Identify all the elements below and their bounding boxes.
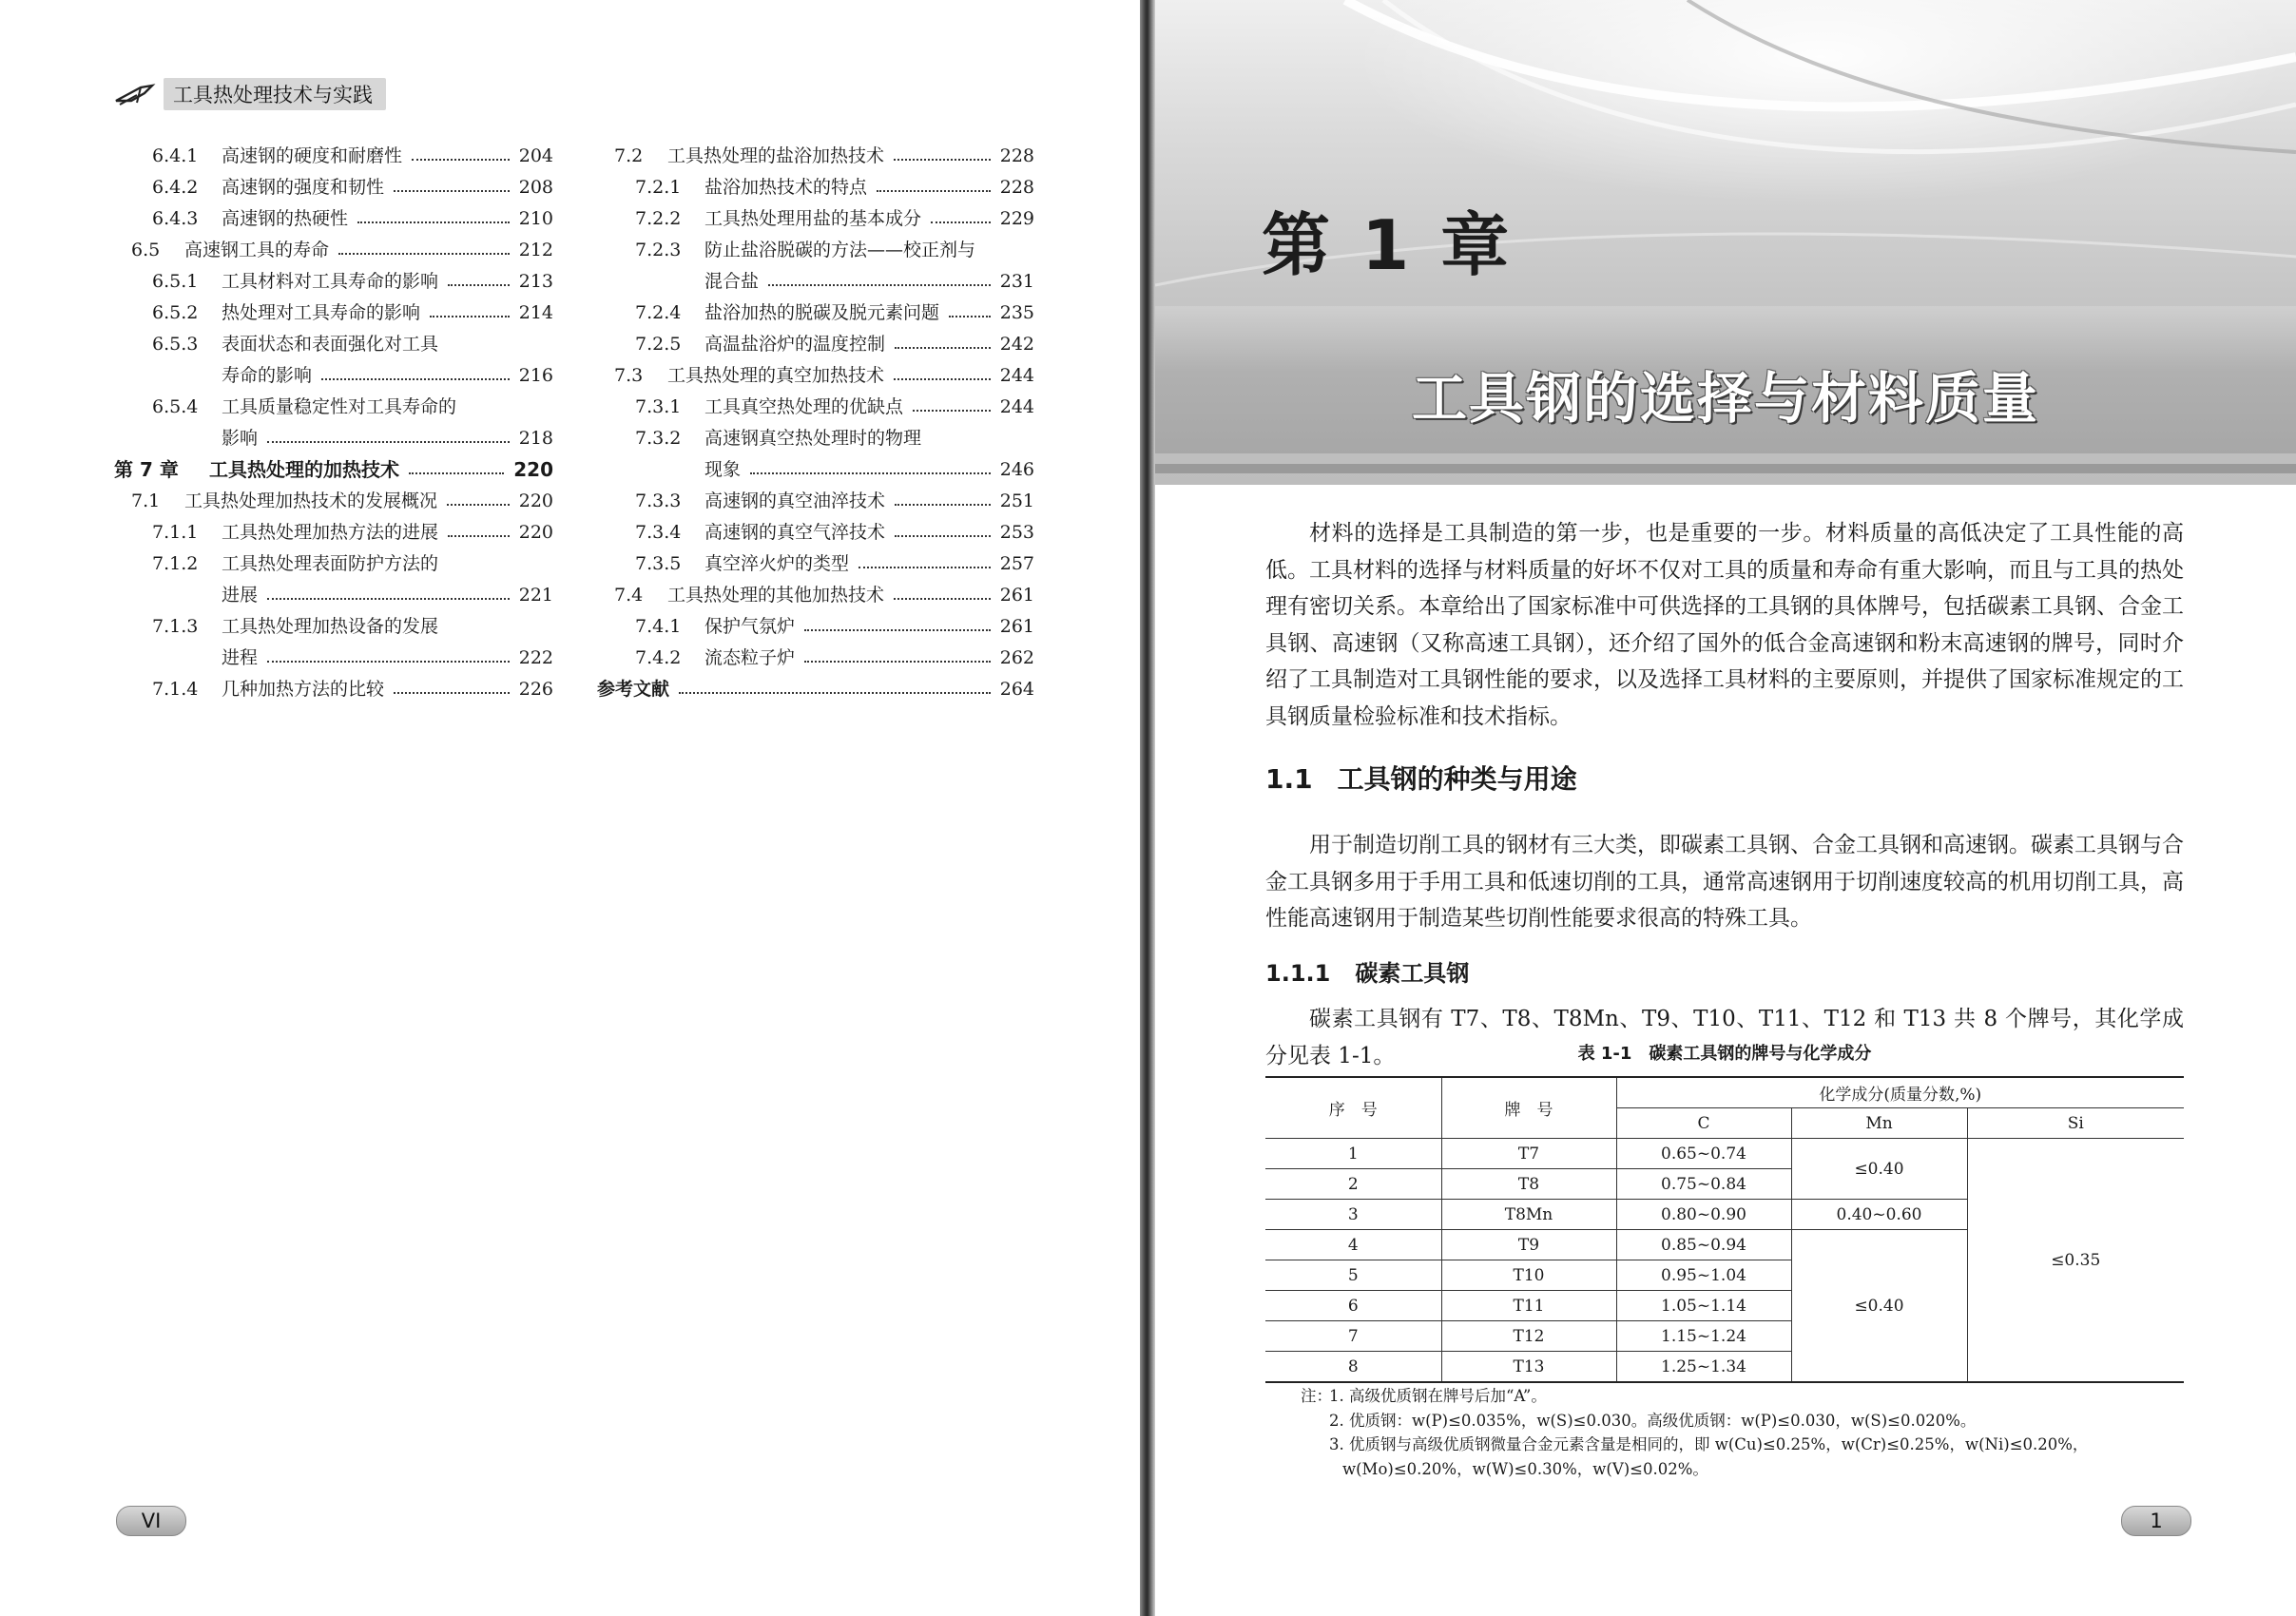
toc-title: 高速钢的真空油淬技术 bbox=[704, 491, 886, 511]
toc-entry bbox=[597, 329, 1034, 360]
toc-number: 7.3.2 bbox=[635, 428, 682, 449]
toc-title: 盐浴加热技术的特点 bbox=[704, 177, 868, 198]
toc-page-number: 251 bbox=[999, 491, 1034, 511]
toc-title: 工具材料对工具寿命的影响 bbox=[222, 271, 439, 292]
cell-c: 0.65~0.74 bbox=[1616, 1139, 1791, 1169]
toc-title-continued: 进展 bbox=[222, 585, 259, 606]
toc-leader bbox=[357, 203, 510, 223]
cell-no: 8 bbox=[1265, 1352, 1441, 1383]
right-page bbox=[1155, 0, 2296, 1616]
page-number-right: 1 bbox=[2121, 1506, 2191, 1536]
toc-entry bbox=[114, 203, 553, 235]
toc-title: 表面状态和表面强化对工具 bbox=[222, 334, 439, 355]
toc-entry bbox=[597, 486, 1034, 517]
subsection-title: 碳素工具钢 bbox=[1355, 960, 1470, 987]
toc-page-number: 246 bbox=[999, 459, 1034, 480]
cell-grade: T9 bbox=[1441, 1230, 1616, 1260]
toc-entry bbox=[597, 423, 1034, 486]
table-row bbox=[1265, 1139, 2184, 1169]
toc-leader bbox=[409, 454, 504, 474]
toc-number: 6.5 bbox=[131, 240, 161, 260]
toc-number: 6.5.1 bbox=[152, 271, 199, 292]
toc-title: 高速钢真空热处理时的物理 bbox=[704, 428, 922, 449]
toc-title-continued: 影响 bbox=[222, 428, 259, 449]
toc-title: 参考文献 bbox=[597, 679, 670, 700]
toc-leader bbox=[430, 298, 510, 317]
toc-page-number: 257 bbox=[999, 553, 1034, 574]
composition-table bbox=[1265, 1076, 2184, 1383]
toc-title: 工具质量稳定性对工具寿命的 bbox=[222, 396, 457, 417]
toc-number: 7.2.3 bbox=[635, 240, 682, 260]
toc-number: 7.3.4 bbox=[635, 522, 682, 543]
toc-title: 高速钢工具的寿命 bbox=[184, 240, 330, 260]
toc-leader bbox=[804, 643, 991, 663]
toc-title: 工具热处理的真空加热技术 bbox=[667, 365, 885, 386]
cell-si-all: ≤0.35 bbox=[1967, 1139, 2184, 1383]
toc-leader bbox=[768, 266, 991, 286]
book-spine bbox=[1140, 0, 1155, 1616]
cell-no: 4 bbox=[1265, 1230, 1441, 1260]
banner-rule bbox=[1155, 464, 2296, 473]
cell-c: 0.95~1.04 bbox=[1616, 1260, 1791, 1291]
toc-leader bbox=[894, 141, 991, 161]
toc-entry bbox=[114, 235, 553, 266]
header-composition: 化学成分(质量分数,%) bbox=[1616, 1077, 2184, 1108]
toc-title: 工具热处理的加热技术 bbox=[209, 458, 399, 481]
toc-page-number: 218 bbox=[518, 428, 553, 449]
toc-number: 6.5.4 bbox=[152, 396, 199, 417]
toc-title: 高温盐浴炉的温度控制 bbox=[704, 334, 886, 355]
section-number: 1.1 bbox=[1265, 763, 1313, 795]
toc-number: 7.2.2 bbox=[635, 208, 682, 229]
toc-title: 工具热处理表面防护方法的 bbox=[222, 553, 439, 574]
toc-entry bbox=[114, 392, 553, 454]
toc-page-number: 210 bbox=[518, 208, 553, 229]
toc-entry bbox=[597, 643, 1034, 674]
toc-entry bbox=[114, 141, 553, 172]
toc-entry bbox=[114, 172, 553, 203]
toc-title-continued: 混合盐 bbox=[704, 271, 760, 292]
toc-page-number: 220 bbox=[518, 522, 553, 543]
toc-entry bbox=[597, 203, 1034, 235]
toc-entry bbox=[114, 329, 553, 392]
toc-entry bbox=[597, 517, 1034, 548]
cell-grade: T12 bbox=[1441, 1321, 1616, 1352]
toc-page-number: 261 bbox=[999, 616, 1034, 637]
toc-number: 7.2 bbox=[614, 145, 644, 166]
toc-title: 工具热处理加热技术的发展概况 bbox=[184, 491, 438, 511]
cell-c: 0.75~0.84 bbox=[1616, 1169, 1791, 1200]
cell-grade: T11 bbox=[1441, 1291, 1616, 1321]
cell-c: 0.85~0.94 bbox=[1616, 1230, 1791, 1260]
page-number-left: VI bbox=[116, 1506, 186, 1536]
toc-title: 盐浴加热的脱碳及脱元素问题 bbox=[704, 302, 940, 323]
toc-page-number: 216 bbox=[518, 365, 553, 386]
toc-page-number: 228 bbox=[999, 145, 1034, 166]
toc-leader bbox=[894, 360, 991, 380]
cell-grade: T7 bbox=[1441, 1139, 1616, 1169]
table-caption: 表 1-1 碳素工具钢的牌号与化学成分 bbox=[1577, 1044, 1872, 1064]
toc-title: 保护气氛炉 bbox=[704, 616, 796, 637]
toc-title: 工具热处理加热设备的发展 bbox=[222, 616, 439, 637]
toc-column-1 bbox=[114, 141, 553, 705]
cell-c: 1.05~1.14 bbox=[1616, 1291, 1791, 1321]
toc-chapter-entry bbox=[114, 454, 553, 486]
cell-grade: T10 bbox=[1441, 1260, 1616, 1291]
section-heading bbox=[1265, 759, 1577, 797]
toc-leader bbox=[448, 517, 510, 537]
toc-entry bbox=[114, 298, 553, 329]
toc-page-number: 204 bbox=[518, 145, 553, 166]
section-title: 工具钢的种类与用途 bbox=[1337, 763, 1577, 795]
toc-number: 7.1.3 bbox=[152, 616, 199, 637]
toc-leader bbox=[447, 486, 510, 506]
note-text: 1. 高级优质钢在牌号后加“A”。 bbox=[1329, 1387, 1547, 1405]
toc-number: 7.3 bbox=[614, 365, 644, 386]
toc-number: 7.2.5 bbox=[635, 334, 682, 355]
cell-c: 0.80~0.90 bbox=[1616, 1200, 1791, 1230]
toc-leader bbox=[859, 548, 991, 568]
running-header-title: 工具热处理技术与实践 bbox=[164, 78, 386, 110]
header-no: 序 号 bbox=[1265, 1077, 1441, 1139]
toc-number: 7.4.2 bbox=[635, 647, 682, 668]
toc-page-number: 261 bbox=[999, 585, 1034, 606]
toc-page-number: 226 bbox=[518, 679, 553, 700]
note-text: w(Mo)≤0.20%，w(W)≤0.30%，w(V)≤0.02%。 bbox=[1342, 1459, 1708, 1478]
toc-leader bbox=[394, 674, 510, 694]
toc-page-number: 212 bbox=[518, 240, 553, 260]
toc-number: 7.1 bbox=[131, 491, 161, 511]
notes-label: 注： bbox=[1301, 1387, 1332, 1405]
note-line bbox=[1301, 1409, 2213, 1433]
header-grade: 牌 号 bbox=[1441, 1077, 1616, 1139]
note-line bbox=[1301, 1384, 2213, 1409]
toc-number: 第 7 章 bbox=[114, 458, 179, 481]
toc-page-number: 214 bbox=[518, 302, 553, 323]
cell-no: 7 bbox=[1265, 1321, 1441, 1352]
toc-number: 7.3.3 bbox=[635, 491, 682, 511]
toc-entry bbox=[597, 392, 1034, 423]
toc-entry bbox=[597, 611, 1034, 643]
note-text: 3. 优质钢与高级优质钢微量合金元素含量是相同的，即 w(Cu)≤0.25%，w(Cr)≤0.25%，w(Ni)≤0.20%， bbox=[1329, 1435, 2089, 1453]
toc-leader bbox=[877, 172, 991, 192]
note-text: 2. 优质钢：w(P)≤0.035%，w(S)≤0.030。高级优质钢：w(P)≤0.030，w(S)≤0.020%。 bbox=[1329, 1411, 1977, 1430]
chapter-title: 工具钢的选择与材料质量 bbox=[1411, 366, 2039, 431]
toc-page-number: 208 bbox=[518, 177, 553, 198]
toc-number: 7.4.1 bbox=[635, 616, 682, 637]
toc-number: 7.1.1 bbox=[152, 522, 199, 543]
toc-title: 高速钢的热硬性 bbox=[222, 208, 349, 229]
toc-entry bbox=[597, 360, 1034, 392]
toc-leader bbox=[394, 172, 510, 192]
toc-title: 高速钢的强度和韧性 bbox=[222, 177, 385, 198]
toc-entry bbox=[114, 517, 553, 548]
subsection-number: 1.1.1 bbox=[1265, 960, 1331, 987]
toc-title-continued: 现象 bbox=[704, 459, 742, 480]
toc-title: 工具热处理的其他加热技术 bbox=[667, 585, 885, 606]
subsection-paragraph: 碳素工具钢有 T7、T8、T8Mn、T9、T10、T11、T12 和 T13 共 8 个牌号，其化学成分见表 1-1。 bbox=[1265, 1007, 2184, 1068]
toc-title: 真空淬火炉的类型 bbox=[704, 553, 850, 574]
subsection-heading bbox=[1265, 954, 1469, 988]
toc-page-number: 220 bbox=[518, 491, 553, 511]
cell-grade: T8 bbox=[1441, 1169, 1616, 1200]
toc-title-continued: 寿命的影响 bbox=[222, 365, 313, 386]
cell-c: 1.25~1.34 bbox=[1616, 1352, 1791, 1383]
toc-number: 6.4.2 bbox=[152, 177, 199, 198]
toc-title: 流态粒子炉 bbox=[704, 647, 796, 668]
toc-number: 6.5.2 bbox=[152, 302, 199, 323]
section-paragraph: 用于制造切削工具的钢材有三大类，即碳素工具钢、合金工具钢和高速钢。碳素工具钢与合金工具钢多用于手用工具和低速切削的工具，通常高速钢用于切削速度较高的机用切削工具，高性能高速钢用于制造某些切削性能要求很高的特殊工具。 bbox=[1265, 833, 2184, 931]
toc-leader bbox=[895, 329, 991, 349]
toc-page-number: 235 bbox=[999, 302, 1034, 323]
toc-page-number: 244 bbox=[999, 396, 1034, 417]
toc-page-number: 221 bbox=[518, 585, 553, 606]
toc-page-number: 242 bbox=[999, 334, 1034, 355]
chapter-number: 第 1 章 bbox=[1262, 205, 1514, 285]
header-si: Si bbox=[1967, 1108, 2184, 1139]
toc-leader bbox=[267, 423, 510, 443]
toc-page-number: 220 bbox=[513, 458, 553, 481]
toc-leader bbox=[679, 674, 991, 694]
toc-leader bbox=[321, 360, 510, 380]
toc-number: 7.4 bbox=[614, 585, 644, 606]
toc-page-number: 231 bbox=[999, 271, 1034, 292]
cell-grade: T8Mn bbox=[1441, 1200, 1616, 1230]
toc-leader bbox=[913, 392, 991, 412]
toc-title: 工具热处理用盐的基本成分 bbox=[704, 208, 922, 229]
cell-mn-t8mn: 0.40~0.60 bbox=[1791, 1200, 1967, 1230]
chapter-banner bbox=[1155, 0, 2296, 485]
toc-entry bbox=[597, 674, 1034, 705]
cell-no: 6 bbox=[1265, 1291, 1441, 1321]
cell-no: 3 bbox=[1265, 1200, 1441, 1230]
cell-c: 1.15~1.24 bbox=[1616, 1321, 1791, 1352]
toc-page-number: 213 bbox=[518, 271, 553, 292]
toc-title: 高速钢的真空气淬技术 bbox=[704, 522, 886, 543]
toc-entry bbox=[597, 172, 1034, 203]
toc-entry bbox=[597, 580, 1034, 611]
toc-entry bbox=[114, 611, 553, 674]
toc-entry bbox=[597, 298, 1034, 329]
toc-leader bbox=[448, 266, 510, 286]
toc-number: 6.5.3 bbox=[152, 334, 199, 355]
toc-leader bbox=[750, 454, 991, 474]
toc-leader bbox=[267, 580, 510, 600]
toc-leader bbox=[931, 203, 991, 223]
book-logo-icon bbox=[112, 80, 156, 108]
table-notes bbox=[1301, 1384, 2213, 1481]
toc-page-number: 244 bbox=[999, 365, 1034, 386]
cell-no: 2 bbox=[1265, 1169, 1441, 1200]
toc-page-number: 253 bbox=[999, 522, 1034, 543]
intro-paragraph: 材料的选择是工具制造的第一步，也是重要的一步。材料质量的高低决定了工具性能的高低。工具材料的选择与材料质量的好坏不仅对工具的质量和寿命有重大影响，而且与工具的热处理有密切关系。本章给出了国家标准中可供选择的工具钢的具体牌号，包括碳素工具钢、合金工具钢、高速钢（又称高速工具钢），还介绍了国外的低合金高速钢和粉末高速钢的牌号，同时介绍了工具制造对工具钢性能的要求，以及选择工具材料的主要原则，并提供了国家标准规定的工具钢质量检验标准和技术指标。 bbox=[1265, 521, 2184, 729]
toc-number: 6.4.1 bbox=[152, 145, 199, 166]
toc-title: 几种加热方法的比较 bbox=[222, 679, 385, 700]
toc-entry bbox=[597, 235, 1034, 298]
toc-title-continued: 进程 bbox=[222, 647, 259, 668]
toc-leader bbox=[338, 235, 510, 255]
toc-number: 7.2.4 bbox=[635, 302, 682, 323]
toc-title: 热处理对工具寿命的影响 bbox=[222, 302, 421, 323]
toc-page-number: 222 bbox=[518, 647, 553, 668]
running-header bbox=[112, 80, 386, 108]
toc-title: 工具热处理的盐浴加热技术 bbox=[667, 145, 885, 166]
toc-entry bbox=[114, 674, 553, 705]
toc-number: 6.4.3 bbox=[152, 208, 199, 229]
toc-leader bbox=[804, 611, 991, 631]
toc-entry bbox=[114, 266, 553, 298]
toc-entry bbox=[597, 548, 1034, 580]
cell-mn-group2: ≤0.40 bbox=[1791, 1230, 1967, 1383]
header-mn: Mn bbox=[1791, 1108, 1967, 1139]
toc-leader bbox=[895, 486, 991, 506]
toc-number: 7.3.1 bbox=[635, 396, 682, 417]
toc-leader bbox=[949, 298, 991, 317]
toc-page-number: 228 bbox=[999, 177, 1034, 198]
toc-number: 7.2.1 bbox=[635, 177, 682, 198]
toc-number: 7.3.5 bbox=[635, 553, 682, 574]
toc-entry bbox=[114, 548, 553, 611]
note-line bbox=[1301, 1433, 2213, 1457]
toc-title: 工具热处理加热方法的进展 bbox=[222, 522, 439, 543]
toc-title: 高速钢的硬度和耐磨性 bbox=[222, 145, 403, 166]
cell-no: 1 bbox=[1265, 1139, 1441, 1169]
left-page bbox=[0, 0, 1140, 1616]
cell-no: 5 bbox=[1265, 1260, 1441, 1291]
toc-leader bbox=[895, 517, 991, 537]
toc-column-2 bbox=[597, 141, 1034, 705]
toc-page-number: 229 bbox=[999, 208, 1034, 229]
note-line bbox=[1301, 1457, 2213, 1482]
header-c: C bbox=[1616, 1108, 1791, 1139]
toc-entry bbox=[597, 141, 1034, 172]
cell-grade: T13 bbox=[1441, 1352, 1616, 1383]
toc-leader bbox=[412, 141, 510, 161]
toc-leader bbox=[267, 643, 510, 663]
toc-number: 7.1.2 bbox=[152, 553, 199, 574]
toc-leader bbox=[894, 580, 991, 600]
toc-page-number: 262 bbox=[999, 647, 1034, 668]
toc-title: 防止盐浴脱碳的方法——校正剂与 bbox=[704, 240, 976, 260]
toc-title: 工具真空热处理的优缺点 bbox=[704, 396, 904, 417]
toc-page-number: 264 bbox=[999, 679, 1034, 700]
cell-mn-group1: ≤0.40 bbox=[1791, 1139, 1967, 1200]
toc-number: 7.1.4 bbox=[152, 679, 199, 700]
toc-entry bbox=[114, 486, 553, 517]
